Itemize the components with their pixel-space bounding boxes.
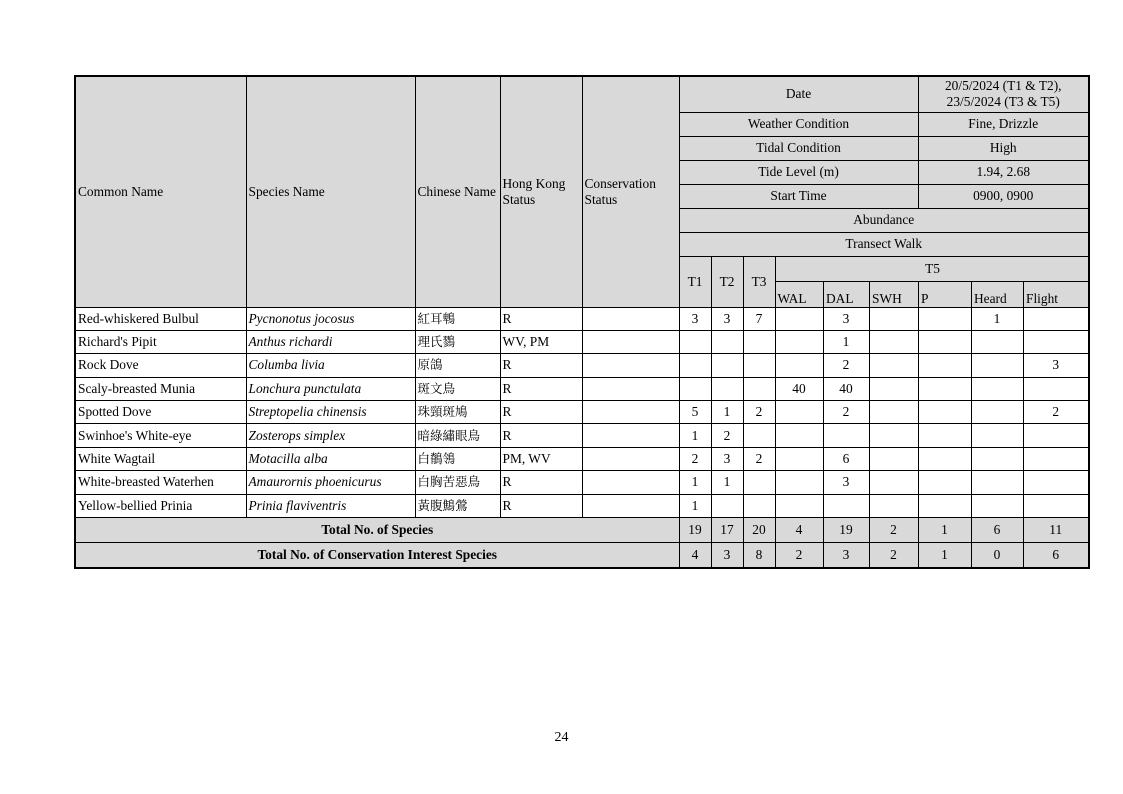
heard-count [971,424,1023,447]
total-t2: 17 [711,518,743,543]
heard-count [971,330,1023,353]
conservation-status [582,330,679,353]
chinese-name: 珠頸斑鳩 [415,401,500,424]
header-hk-status: Hong Kong Status [500,76,582,307]
bird-survey-table [74,75,1090,569]
page-number: 24 [554,730,569,745]
t1-count [679,377,711,400]
flight-count: 3 [1023,354,1089,377]
flight-count [1023,424,1089,447]
wal-count [775,330,823,353]
total-t3: 20 [743,518,775,543]
chinese-name: 白鶺鴒 [415,447,500,470]
t2-count [711,330,743,353]
header-t3: T3 [743,256,775,307]
conservation-status [582,354,679,377]
weather-label: Weather Condition [679,112,918,136]
table-row [75,401,1089,424]
total-p: 1 [918,518,971,543]
total-swh: 2 [869,543,918,568]
swh-count [869,471,918,494]
table-row [75,447,1089,470]
dal-count: 3 [823,307,869,330]
total-wal: 2 [775,543,823,568]
total-wal: 4 [775,518,823,543]
conservation-status [582,401,679,424]
t1-count: 1 [679,424,711,447]
total-t1: 4 [679,543,711,568]
header-chinese-name: Chinese Name [415,76,500,307]
dal-count: 40 [823,377,869,400]
hk-status: PM, WV [500,447,582,470]
chinese-name: 黃腹鷦鶯 [415,494,500,517]
transect-walk-header: Transect Walk [679,232,1089,256]
tidal-label: Tidal Condition [679,136,918,160]
total-flight: 11 [1023,518,1089,543]
tide-level-value: 1.94, 2.68 [918,160,1089,184]
common-name: Red-whiskered Bulbul [75,307,246,330]
conservation-status [582,307,679,330]
table-row [75,354,1089,377]
total-t3: 8 [743,543,775,568]
hk-status: R [500,401,582,424]
common-name: Yellow-bellied Prinia [75,494,246,517]
p-count [918,330,971,353]
date-label: Date [679,76,918,112]
t1-count [679,330,711,353]
t1-count: 3 [679,307,711,330]
common-name: Richard's Pipit [75,330,246,353]
common-name: Rock Dove [75,354,246,377]
wal-count [775,307,823,330]
common-name: White-breasted Waterhen [75,471,246,494]
dal-count: 2 [823,401,869,424]
dal-count [823,494,869,517]
species-name: Anthus richardi [246,330,415,353]
species-name: Columba livia [246,354,415,377]
chinese-name: 白胸苦惡鳥 [415,471,500,494]
t3-count [743,494,775,517]
p-count [918,377,971,400]
t3-count [743,471,775,494]
hk-status: R [500,471,582,494]
totals-label: Total No. of Species [75,518,679,543]
p-count [918,424,971,447]
date-value: 20/5/2024 (T1 & T2), 23/5/2024 (T3 & T5) [918,76,1089,112]
p-count [918,401,971,424]
common-name: Spotted Dove [75,401,246,424]
table-row [75,424,1089,447]
p-count [918,494,971,517]
total-heard: 0 [971,543,1023,568]
start-time-value: 0900, 0900 [918,184,1089,208]
flight-count [1023,494,1089,517]
flight-count [1023,447,1089,470]
t5-header-group [775,256,1089,307]
heard-count [971,354,1023,377]
header-heard: Heard [972,282,1024,307]
total-dal: 3 [823,543,869,568]
swh-count [869,330,918,353]
header-common-name: Common Name [75,76,246,307]
t2-count: 1 [711,401,743,424]
flight-count: 2 [1023,401,1089,424]
totals-row [75,518,1089,543]
header-t1: T1 [679,256,711,307]
t1-count [679,354,711,377]
common-name: Scaly-breasted Munia [75,377,246,400]
header-p: P [919,282,972,307]
common-name: Swinhoe's White-eye [75,424,246,447]
swh-count [869,377,918,400]
conservation-status [582,377,679,400]
dal-count: 3 [823,471,869,494]
p-count [918,307,971,330]
t2-count [711,354,743,377]
common-name: White Wagtail [75,447,246,470]
swh-count [869,494,918,517]
wal-count [775,424,823,447]
total-t1: 19 [679,518,711,543]
chinese-name: 暗綠繡眼鳥 [415,424,500,447]
species-name: Amaurornis phoenicurus [246,471,415,494]
t2-count: 3 [711,307,743,330]
flight-count [1023,377,1089,400]
total-p: 1 [918,543,971,568]
t2-count [711,494,743,517]
swh-count [869,354,918,377]
t3-count [743,354,775,377]
species-name: Pycnonotus jocosus [246,307,415,330]
p-count [918,354,971,377]
hk-status: R [500,307,582,330]
abundance-header: Abundance [679,208,1089,232]
table-row [75,307,1089,330]
t2-count: 3 [711,447,743,470]
chinese-name: 紅耳鵯 [415,307,500,330]
flight-count [1023,471,1089,494]
tidal-value: High [918,136,1089,160]
flight-count [1023,330,1089,353]
p-count [918,471,971,494]
header-species-name: Species Name [246,76,415,307]
dal-count [823,424,869,447]
heard-count [971,494,1023,517]
heard-count [971,447,1023,470]
heard-count [971,471,1023,494]
tide-level-label: Tide Level (m) [679,160,918,184]
header-wal: WAL [776,282,824,307]
t2-count [711,377,743,400]
t1-count: 1 [679,471,711,494]
hk-status: R [500,494,582,517]
species-name: Zosterops simplex [246,424,415,447]
conservation-status [582,471,679,494]
dal-count: 2 [823,354,869,377]
species-name: Prinia flaviventris [246,494,415,517]
wal-count [775,471,823,494]
header-dal: DAL [824,282,870,307]
total-swh: 2 [869,518,918,543]
table-row [75,377,1089,400]
conservation-status [582,424,679,447]
header-swh: SWH [870,282,919,307]
conservation-status [582,494,679,517]
heard-count [971,401,1023,424]
t5-subheader-table [776,257,1090,307]
dal-count: 1 [823,330,869,353]
p-count [918,447,971,470]
wal-count [775,354,823,377]
dal-count: 6 [823,447,869,470]
t2-count: 2 [711,424,743,447]
heard-count: 1 [971,307,1023,330]
species-rows [75,307,1089,518]
t3-count [743,377,775,400]
wal-count [775,447,823,470]
weather-value: Fine, Drizzle [918,112,1089,136]
hk-status: R [500,377,582,400]
t3-count: 7 [743,307,775,330]
hk-status: R [500,354,582,377]
total-flight: 6 [1023,543,1089,568]
swh-count [869,447,918,470]
t2-count: 1 [711,471,743,494]
t1-count: 2 [679,447,711,470]
header-conservation-status: Conservation Status [582,76,679,307]
species-name: Lonchura punctulata [246,377,415,400]
t3-count [743,424,775,447]
flight-count [1023,307,1089,330]
species-name: Motacilla alba [246,447,415,470]
wal-count [775,401,823,424]
t1-count: 1 [679,494,711,517]
hk-status: R [500,424,582,447]
start-time-label: Start Time [679,184,918,208]
chinese-name: 斑文鳥 [415,377,500,400]
heard-count [971,377,1023,400]
t3-count: 2 [743,447,775,470]
swh-count [869,401,918,424]
header-flight: Flight [1024,282,1090,307]
totals-row [75,543,1089,568]
header-t5: T5 [776,257,1090,282]
table-row [75,471,1089,494]
t3-count [743,330,775,353]
conservation-status [582,447,679,470]
t1-count: 5 [679,401,711,424]
chinese-name: 原鴿 [415,354,500,377]
header-t2: T2 [711,256,743,307]
totals-rows [75,518,1089,568]
table-row [75,494,1089,517]
species-name: Streptopelia chinensis [246,401,415,424]
swh-count [869,307,918,330]
wal-count [775,494,823,517]
hk-status: WV, PM [500,330,582,353]
total-dal: 19 [823,518,869,543]
table-row [75,330,1089,353]
wal-count: 40 [775,377,823,400]
chinese-name: 理氏鷚 [415,330,500,353]
total-heard: 6 [971,518,1023,543]
t3-count: 2 [743,401,775,424]
swh-count [869,424,918,447]
total-t2: 3 [711,543,743,568]
totals-label: Total No. of Conservation Interest Species [75,543,679,568]
